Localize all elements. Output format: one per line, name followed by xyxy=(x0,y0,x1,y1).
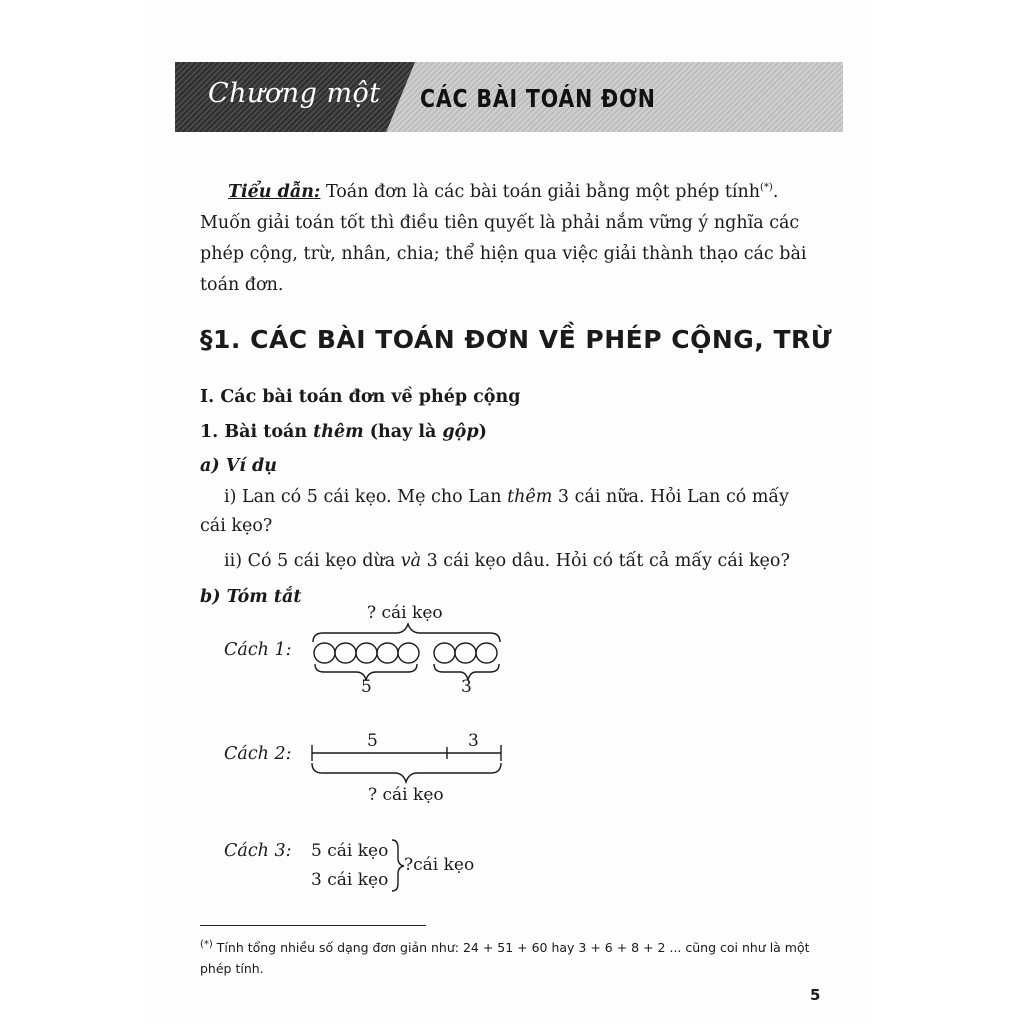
way2-label: Cách 2: xyxy=(224,744,292,764)
way3-brace xyxy=(392,840,404,891)
way1-group1-circle xyxy=(398,643,419,663)
way2-n1: 5 xyxy=(367,731,378,751)
ex2-va: và xyxy=(400,551,422,571)
way1-group1-circle xyxy=(377,643,398,663)
way1-bottom-brace-2 xyxy=(434,664,499,680)
problem-gop: gộp xyxy=(442,422,479,442)
way1-top-brace xyxy=(313,624,500,642)
way1-label: Cách 1: xyxy=(224,640,292,660)
intro-footnote-mark: (*) xyxy=(760,182,773,193)
problem-suffix: ) xyxy=(478,422,487,442)
way3-total-label: ?cái kẹo xyxy=(404,855,475,875)
chapter-title: CÁC BÀI TOÁN ĐƠN xyxy=(420,84,656,113)
example-1-line-2: cái kẹo? xyxy=(200,516,273,536)
problem-them: thêm xyxy=(313,422,364,442)
ex1-them: thêm xyxy=(507,487,553,507)
ex2-part-a: ii) Có 5 cái kẹo dừa xyxy=(224,551,401,571)
footnote-rule xyxy=(200,925,426,926)
intro-text: Toán đơn là các bài toán giải bằng một phép tính xyxy=(320,181,761,202)
ex1-part-b: 3 cái nữa. Hỏi Lan có mấy xyxy=(552,487,790,507)
way1-group1-circle xyxy=(314,643,335,663)
way1-group2-circles xyxy=(434,643,497,663)
way1-bottom-brace-1 xyxy=(315,664,417,680)
intro-rest: . Muốn giải toán tốt thì điều tiên quyết là phải nắm vững ý nghĩa các phép cộng, trừ, nhân, chia; thể hiện qua việc giải thành thạo các bài toán đơn. xyxy=(200,181,807,295)
way1-n2: 3 xyxy=(461,677,472,697)
problem-prefix: 1. Bài toán xyxy=(200,422,314,442)
way1-group1-circle xyxy=(335,643,356,663)
way1-n1: 5 xyxy=(361,677,372,697)
way2-brace xyxy=(312,763,501,782)
way1-group1-circles xyxy=(314,643,419,663)
part-title-text: I. Các bài toán đơn về phép cộng xyxy=(200,387,521,407)
intro-lead: Tiểu dẫn: xyxy=(228,181,321,202)
example-heading: a) Ví dụ xyxy=(200,456,277,476)
section-title: §1. CÁC BÀI TOÁN ĐƠN VỀ PHÉP CỘNG, TRỪ xyxy=(200,325,833,354)
footnote-text: Tính tổng nhiều số dạng đơn giản như: 24 + 51 + 60 hay 3 + 6 + 8 + 2 ... cũng coi như là một phép tính. xyxy=(200,940,810,977)
ex2-part-b: 3 cái kẹo dâu. Hỏi có tất cả mấy cái kẹo? xyxy=(421,551,790,571)
way1-group2-circle xyxy=(455,643,476,663)
chapter-label: Chương một xyxy=(208,78,381,109)
way1-group1-circle xyxy=(356,643,377,663)
way1-total-label: ? cái kẹo xyxy=(367,603,443,623)
way3-line-2: 3 cái kẹo xyxy=(311,870,389,890)
way1-group2-circle xyxy=(434,643,455,663)
way1-group2-circle xyxy=(476,643,497,663)
summary-heading: b) Tóm tắt xyxy=(200,587,302,607)
footnote xyxy=(200,934,840,979)
page-number: 5 xyxy=(810,986,821,1004)
ex1-part-a: i) Lan có 5 cái kẹo. Mẹ cho Lan xyxy=(224,487,508,507)
way2-n2: 3 xyxy=(468,731,479,751)
way3-label: Cách 3: xyxy=(224,841,292,861)
footnote-mark: (*) xyxy=(200,939,213,950)
way2-total-label: ? cái kẹo xyxy=(368,785,444,805)
way3-line-1: 5 cái kẹo xyxy=(311,841,389,861)
problem-mid: (hay là xyxy=(363,422,443,442)
